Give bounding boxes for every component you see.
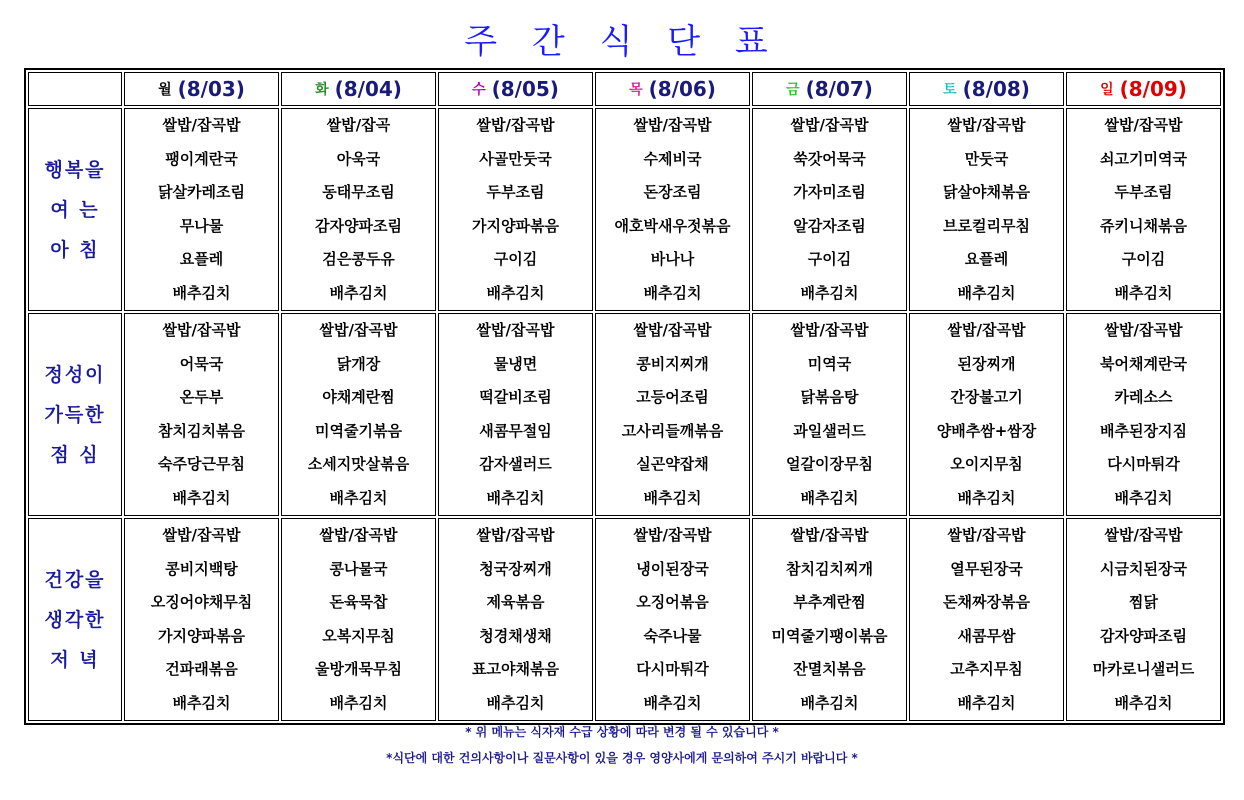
menu-item: 오징어야채무침 bbox=[150, 593, 253, 611]
menu-cell bbox=[438, 518, 593, 721]
menu-item: 닭살야채볶음 bbox=[943, 183, 1030, 201]
menu-cell bbox=[595, 313, 750, 516]
menu-item: 만둣국 bbox=[964, 149, 1009, 168]
menu-item: 쌀밥/잡곡밥 bbox=[319, 526, 398, 544]
menu-item: 아욱국 bbox=[336, 149, 381, 168]
day-header bbox=[281, 72, 436, 106]
menu-item: 잔멸치볶음 bbox=[793, 660, 866, 678]
day-date: (8/08) bbox=[962, 77, 1030, 101]
menu-item: 감자양파조림 bbox=[1100, 626, 1187, 645]
menu-cell bbox=[281, 108, 436, 311]
menu-item: 미역줄기볶음 bbox=[315, 421, 402, 440]
menu-item: 배추김치 bbox=[172, 488, 231, 507]
menu-item: 두부조림 bbox=[486, 183, 545, 201]
menu-cell bbox=[1066, 108, 1221, 311]
menu-item: 된장찌개 bbox=[957, 354, 1016, 373]
menu-item: 부추계란찜 bbox=[793, 593, 866, 611]
meal-label-line: 점 심 bbox=[50, 443, 100, 466]
menu-item: 실곤약잡채 bbox=[636, 455, 709, 473]
menu-item: 냉이된장국 bbox=[636, 559, 709, 578]
menu-item: 배추김치 bbox=[957, 283, 1016, 302]
menu-item: 검은콩두유 bbox=[322, 250, 395, 268]
menu-item: 배추김치 bbox=[329, 693, 388, 712]
menu-item: 두부조림 bbox=[1114, 183, 1173, 201]
menu-item: 배추김치 bbox=[486, 488, 545, 507]
menu-item: 물냉면 bbox=[493, 354, 538, 373]
menu-item: 새콤무쌈 bbox=[957, 626, 1016, 645]
weekday-icon: 일 bbox=[1100, 82, 1114, 98]
meal-row bbox=[28, 518, 1221, 721]
menu-item: 쑥갓어묵국 bbox=[793, 149, 866, 168]
weekday-icon: 화 bbox=[315, 82, 329, 98]
menu-item: 간장불고기 bbox=[950, 388, 1023, 406]
meal-label-line: 건강을 bbox=[44, 568, 106, 591]
menu-item: 감자샐러드 bbox=[479, 455, 552, 473]
menu-item: 배추김치 bbox=[800, 488, 859, 507]
menu-item: 배추김치 bbox=[643, 693, 702, 712]
menu-item: 콩비지백탕 bbox=[165, 559, 238, 578]
menu-item: 떡갈비조림 bbox=[479, 388, 552, 406]
menu-cell bbox=[752, 313, 907, 516]
menu-item: 쌀밥/잡곡밥 bbox=[947, 116, 1026, 134]
day-header bbox=[909, 72, 1064, 106]
menu-item: 구이김 bbox=[1121, 250, 1166, 268]
menu-item: 오징어볶음 bbox=[636, 593, 709, 611]
meal-label-line: 아 침 bbox=[50, 238, 100, 261]
menu-item: 돈채짜장볶음 bbox=[943, 593, 1030, 611]
menu-item: 쌀밥/잡곡밥 bbox=[947, 526, 1026, 544]
menu-cell bbox=[124, 108, 279, 311]
menu-item: 숙주당근무침 bbox=[158, 455, 245, 473]
menu-cell bbox=[124, 518, 279, 721]
menu-cell bbox=[1066, 313, 1221, 516]
menu-item: 오복지무침 bbox=[322, 626, 395, 645]
menu-item: 얼갈이장무침 bbox=[786, 455, 873, 473]
menu-item: 수제비국 bbox=[643, 149, 702, 168]
menu-item: 쌀밥/잡곡밥 bbox=[947, 321, 1026, 339]
corner-cell bbox=[28, 72, 122, 106]
menu-item: 고추지무침 bbox=[950, 660, 1023, 678]
menu-item: 과일샐러드 bbox=[793, 421, 866, 440]
menu-item: 구이김 bbox=[807, 250, 852, 268]
day-header bbox=[1066, 72, 1221, 106]
menu-item: 찜닭 bbox=[1129, 593, 1158, 611]
menu-item: 미역줄기팽이볶음 bbox=[771, 626, 888, 645]
menu-item: 팽이계란국 bbox=[165, 149, 238, 168]
menu-item: 쌀밥/잡곡밥 bbox=[162, 526, 241, 544]
menu-item: 소세지맛살볶음 bbox=[307, 455, 410, 473]
meal-label bbox=[28, 108, 122, 311]
menu-item: 쌀밥/잡곡밥 bbox=[162, 321, 241, 339]
menu-item: 배추된장지짐 bbox=[1100, 421, 1187, 440]
menu-item: 쌀밥/잡곡밥 bbox=[162, 116, 241, 134]
menu-item: 청국장찌개 bbox=[479, 559, 552, 578]
day-date: (8/05) bbox=[491, 77, 559, 101]
menu-item: 참치김치볶음 bbox=[158, 421, 245, 440]
menu-cell bbox=[909, 313, 1064, 516]
menu-item: 닭살카레조림 bbox=[158, 183, 245, 201]
weekday-icon: 토 bbox=[943, 82, 957, 98]
menu-item: 바나나 bbox=[650, 250, 695, 268]
menu-item: 쌀밥/잡곡밥 bbox=[1104, 116, 1183, 134]
weekday-icon: 수 bbox=[472, 82, 486, 98]
menu-item: 요플레 bbox=[179, 250, 224, 268]
meal-label-line: 여 는 bbox=[50, 198, 100, 221]
menu-cell bbox=[438, 313, 593, 516]
menu-item: 열무된장국 bbox=[950, 559, 1023, 578]
menu-item: 닭볶음탕 bbox=[800, 388, 859, 406]
menu-item: 배추김치 bbox=[329, 488, 388, 507]
day-date: (8/09) bbox=[1119, 77, 1187, 101]
day-header bbox=[595, 72, 750, 106]
menu-item: 브로컬리무침 bbox=[943, 216, 1030, 235]
menu-item: 콩나물국 bbox=[329, 559, 388, 578]
menu-item: 배추김치 bbox=[643, 283, 702, 302]
menu-item: 쌀밥/잡곡밥 bbox=[633, 321, 712, 339]
menu-cell bbox=[281, 313, 436, 516]
menu-cell bbox=[909, 108, 1064, 311]
notice-change: * 위 메뉴는 식자재 수급 상황에 따라 변경 될 수 있습니다 * bbox=[465, 725, 779, 739]
meal-label-line: 저 녁 bbox=[50, 648, 100, 671]
menu-item: 오이지무침 bbox=[950, 455, 1023, 473]
menu-item: 동태무조림 bbox=[322, 183, 395, 201]
day-date: (8/04) bbox=[334, 77, 402, 101]
menu-item: 쌀밥/잡곡 bbox=[326, 116, 391, 134]
day-date: (8/06) bbox=[648, 77, 716, 101]
menu-item: 배추김치 bbox=[957, 488, 1016, 507]
day-header-row bbox=[28, 72, 1221, 106]
menu-item: 배추김치 bbox=[1114, 693, 1173, 712]
menu-cell bbox=[124, 313, 279, 516]
menu-item: 쌀밥/잡곡밥 bbox=[319, 321, 398, 339]
menu-item: 구이김 bbox=[493, 250, 538, 268]
menu-item: 배추김치 bbox=[643, 488, 702, 507]
menu-item: 쌀밥/잡곡밥 bbox=[790, 116, 869, 134]
menu-item: 쌀밥/잡곡밥 bbox=[476, 321, 555, 339]
day-header bbox=[438, 72, 593, 106]
menu-item: 카레소스 bbox=[1114, 388, 1173, 406]
menu-item: 쌀밥/잡곡밥 bbox=[790, 526, 869, 544]
weekday-icon: 월 bbox=[158, 82, 172, 98]
menu-item: 요플레 bbox=[964, 250, 1009, 268]
menu-item: 쌀밥/잡곡밥 bbox=[633, 116, 712, 134]
menu-cell bbox=[281, 518, 436, 721]
menu-item: 양배추쌈+쌈장 bbox=[936, 421, 1037, 440]
meal-label bbox=[28, 313, 122, 516]
menu-item: 울방개묵무침 bbox=[315, 660, 402, 678]
menu-item: 고등어조림 bbox=[636, 388, 709, 406]
menu-item: 다시마튀각 bbox=[1107, 455, 1180, 473]
menu-item: 고사리들깨볶음 bbox=[621, 421, 724, 440]
meal-label bbox=[28, 518, 122, 721]
meal-row bbox=[28, 313, 1221, 516]
menu-item: 쌀밥/잡곡밥 bbox=[1104, 526, 1183, 544]
menu-item: 콩비지찌개 bbox=[636, 354, 709, 373]
menu-item: 청경채생채 bbox=[479, 626, 552, 645]
meal-label-line: 가득한 bbox=[44, 403, 106, 426]
weekday-icon: 목 bbox=[629, 82, 643, 98]
menu-item: 마카로니샐러드 bbox=[1092, 660, 1195, 678]
menu-item: 돈육묵찹 bbox=[329, 593, 388, 611]
menu-item: 배추김치 bbox=[800, 283, 859, 302]
menu-item: 돈장조림 bbox=[643, 183, 702, 201]
menu-item: 쇠고기미역국 bbox=[1100, 149, 1187, 168]
menu-item: 시금치된장국 bbox=[1100, 559, 1187, 578]
weekly-menu-table bbox=[24, 68, 1225, 725]
menu-cell bbox=[752, 518, 907, 721]
menu-item: 배추김치 bbox=[800, 693, 859, 712]
day-header bbox=[752, 72, 907, 106]
page-title: 주 간 식 단 표 bbox=[464, 22, 780, 62]
menu-item: 감자양파조림 bbox=[315, 216, 402, 235]
menu-item: 배추김치 bbox=[172, 283, 231, 302]
menu-item: 북어채계란국 bbox=[1100, 354, 1187, 373]
menu-item: 미역국 bbox=[807, 354, 852, 373]
meal-label-line: 정성이 bbox=[44, 363, 106, 386]
menu-item: 배추김치 bbox=[329, 283, 388, 302]
menu-item: 배추김치 bbox=[486, 283, 545, 302]
menu-item: 야채계란찜 bbox=[322, 388, 395, 406]
menu-item: 알감자조림 bbox=[793, 216, 866, 235]
menu-item: 참치김치찌개 bbox=[786, 559, 873, 578]
menu-item: 배추김치 bbox=[1114, 488, 1173, 507]
menu-cell bbox=[595, 518, 750, 721]
menu-item: 가지양파볶음 bbox=[158, 626, 245, 645]
menu-item: 건파래볶음 bbox=[165, 660, 238, 678]
menu-item: 쥬키니채볶음 bbox=[1100, 216, 1187, 235]
menu-cell bbox=[438, 108, 593, 311]
menu-item: 가지양파볶음 bbox=[472, 216, 559, 235]
menu-item: 쌀밥/잡곡밥 bbox=[790, 321, 869, 339]
meal-label-line: 행복을 bbox=[44, 158, 106, 181]
weekday-icon: 금 bbox=[786, 82, 800, 98]
menu-item: 숙주나물 bbox=[643, 626, 702, 645]
menu-item: 표고야채볶음 bbox=[472, 660, 559, 678]
menu-item: 무나물 bbox=[179, 216, 224, 235]
day-date: (8/07) bbox=[805, 77, 873, 101]
menu-item: 쌀밥/잡곡밥 bbox=[633, 526, 712, 544]
menu-item: 새콤무절임 bbox=[479, 421, 552, 440]
menu-item: 닭개장 bbox=[336, 354, 381, 373]
menu-item: 제육볶음 bbox=[486, 593, 545, 611]
menu-cell bbox=[1066, 518, 1221, 721]
menu-item: 사골만둣국 bbox=[479, 149, 552, 168]
menu-item: 쌀밥/잡곡밥 bbox=[476, 526, 555, 544]
menu-item: 배추김치 bbox=[1114, 283, 1173, 302]
menu-cell bbox=[909, 518, 1064, 721]
menu-item: 배추김치 bbox=[486, 693, 545, 712]
menu-item: 쌀밥/잡곡밥 bbox=[1104, 321, 1183, 339]
menu-item: 가자미조림 bbox=[793, 183, 866, 201]
menu-item: 배추김치 bbox=[957, 693, 1016, 712]
menu-item: 온두부 bbox=[179, 388, 224, 406]
meal-label-line: 생각한 bbox=[44, 608, 106, 631]
day-date: (8/03) bbox=[177, 77, 245, 101]
menu-item: 배추김치 bbox=[172, 693, 231, 712]
menu-item: 애호박새우젓볶음 bbox=[614, 216, 731, 235]
menu-cell bbox=[752, 108, 907, 311]
menu-item: 쌀밥/잡곡밥 bbox=[476, 116, 555, 134]
meal-row bbox=[28, 108, 1221, 311]
menu-item: 어묵국 bbox=[179, 354, 224, 373]
menu-item: 다시마튀각 bbox=[636, 660, 709, 678]
menu-cell bbox=[595, 108, 750, 311]
day-header bbox=[124, 72, 279, 106]
notice-inquiry: *식단에 대한 건의사항이나 질문사항이 있을 경우 영양사에게 문의하여 주시기 바랍니다 * bbox=[386, 751, 858, 765]
